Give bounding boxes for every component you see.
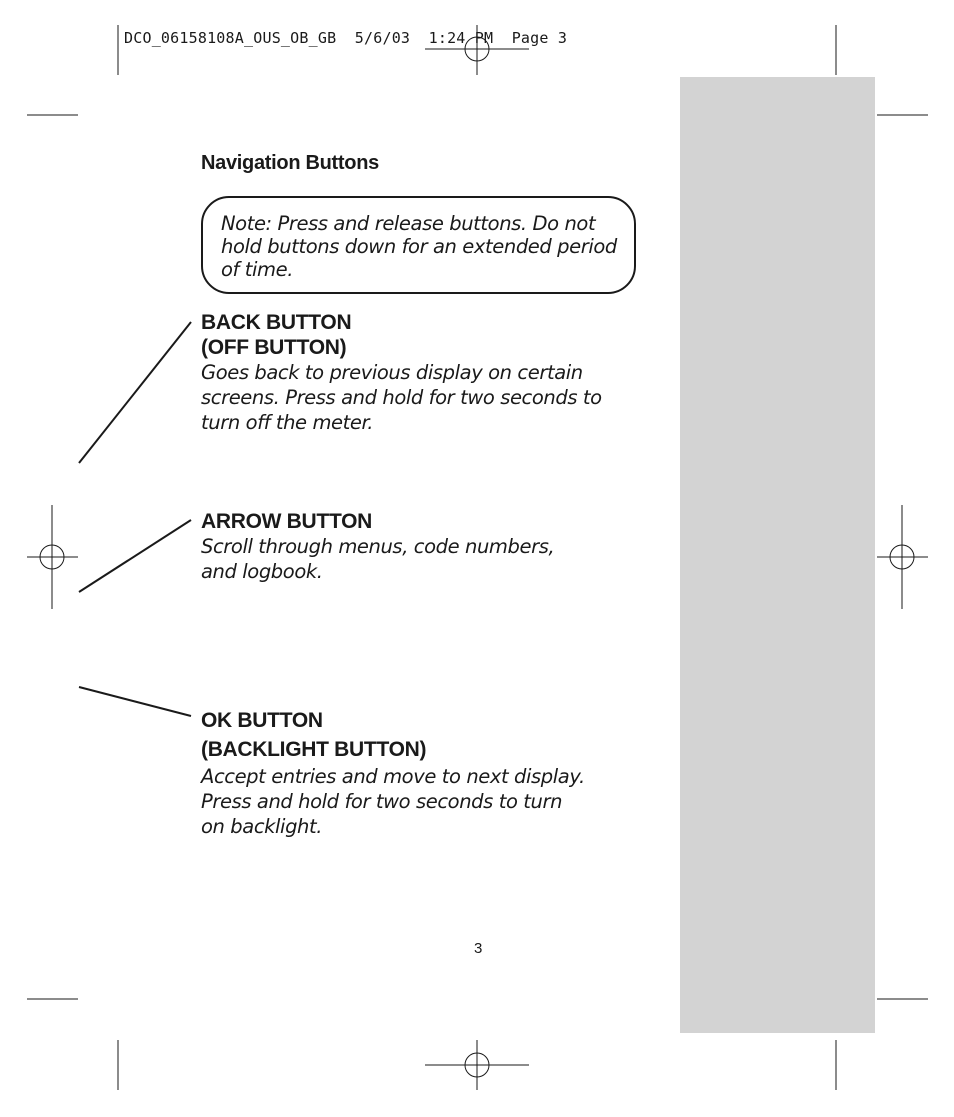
registration-mark-left xyxy=(27,505,78,609)
arrow-button-section xyxy=(201,509,571,584)
arrow-button-title: ARROW BUTTON xyxy=(201,510,372,533)
ok-button-description: Accept entries and move to next display. Press and hold for two seconds to turn on backlight. xyxy=(201,765,585,838)
registration-mark-right xyxy=(877,505,928,609)
leader-line-arrow-button xyxy=(79,520,191,592)
page-number: 3 xyxy=(474,940,483,957)
ok-button-title: OK BUTTON (BACKLIGHT BUTTON) xyxy=(201,709,427,761)
page-heading: Navigation Buttons xyxy=(201,152,379,174)
back-button-section xyxy=(201,310,621,435)
back-button-description: Goes back to previous display on certain screens. Press and hold for two seconds to turn off the meter. xyxy=(201,361,602,434)
leader-line-ok-button xyxy=(79,687,191,716)
registration-mark-top xyxy=(425,25,529,75)
arrow-button-description: Scroll through menus, code numbers, and logbook. xyxy=(201,535,555,583)
back-button-title: BACK BUTTON (OFF BUTTON) xyxy=(201,311,352,359)
leader-line-back-button xyxy=(79,322,191,463)
ok-button-section xyxy=(201,706,591,839)
print-slug-line: DCO_06158108A_OUS_OB_GB 5/6/03 1:24 PM Page 3 xyxy=(124,29,568,47)
note-text: Note: Press and release buttons. Do not hold buttons down for an extended period of time. xyxy=(221,212,617,281)
note-box xyxy=(201,196,636,294)
registration-mark-bottom xyxy=(425,1040,529,1090)
